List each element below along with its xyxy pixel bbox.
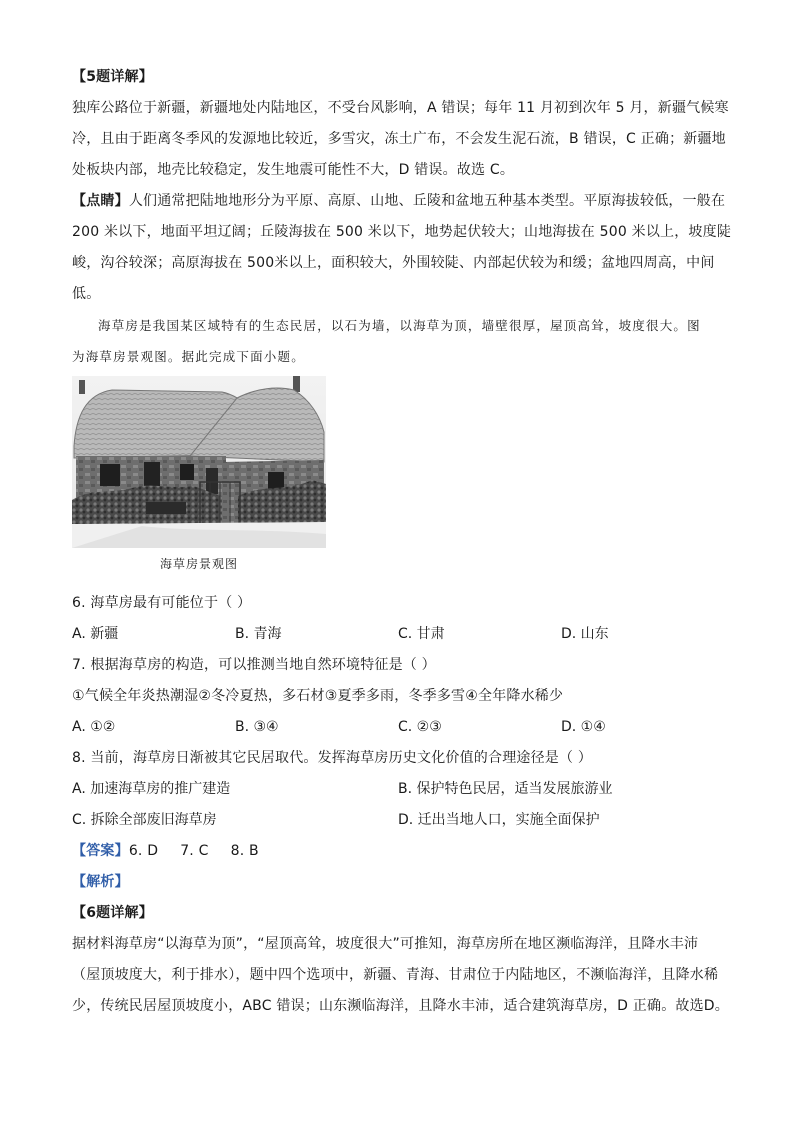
figure-caption: 海草房景观图 <box>159 557 238 571</box>
answer-item-6: 6. D <box>128 843 159 859</box>
q5-detail-heading: 【5题详解】 <box>72 69 153 85</box>
q7-option-d: D. ①④ <box>561 719 606 735</box>
dianjing-label: 【点睛】 <box>72 193 129 209</box>
analysis-label: 【解析】 <box>72 874 129 890</box>
seaweed-house-photo <box>72 376 326 548</box>
q8-option-d: D. 迁出当地人口，实施全面保护 <box>398 812 600 828</box>
q8-option-b: B. 保护特色民居，适当发展旅游业 <box>398 781 613 797</box>
material-line-1: 海草房是我国某区域特有的生态民居，以石为墙，以海草为顶，墙壁很厚，屋顶高耸，坡度很大。图 <box>98 318 701 333</box>
analysis-line-1: 据材料海草房“以海草为顶”，“屋顶高耸，坡度很大”可推知，海草房所在地区濒临海洋，且降水丰沛 <box>72 936 699 952</box>
question-8-options-row-1 <box>72 774 724 805</box>
q6-option-d: D. 山东 <box>561 626 609 642</box>
question-8-stem: 8. 当前，海草房日渐被其它民居取代。发挥海草房历史文化价值的合理途径是（ ） <box>72 750 593 766</box>
analysis-line-2: （屋顶坡度大，利于排水），题中四个选项中，新疆、青海、甘肃位于内陆地区，不濒临海洋，且降水稀 <box>72 967 719 983</box>
document-page <box>72 62 732 1022</box>
answer-line <box>72 836 724 867</box>
seaweed-house-figure <box>72 376 326 576</box>
answer-item-8: 8. B <box>230 843 259 859</box>
q5-detail-line-3: 处板块内部，地壳比较稳定，发生地震可能性不大，D 错误。故选 C。 <box>72 162 515 178</box>
question-7-options <box>72 712 724 743</box>
q5-detail-line-2: 冷，且由于距离冬季风的发源地比较近，多雪灾，冻土广布，不会发生泥石流，B 错误，C 正确；新疆地 <box>72 131 726 147</box>
answer-item-7: 7. C <box>180 843 209 859</box>
dianjing-line-3: 峻，沟谷较深；高原海拔在 500米以上，面积较大，外围较陡、内部起伏较为和缓；盆地四周高，中间 <box>72 255 715 271</box>
analysis-line-3: 少，传统民居屋顶坡度小，ABC 错误；山东濒临海洋，且降水丰沛，适合建筑海草房，D 正确。故选D。 <box>72 998 729 1014</box>
q6-option-b: B. 青海 <box>235 626 282 642</box>
dianjing-line-1 <box>72 186 724 217</box>
question-6-stem: 6. 海草房最有可能位于（ ） <box>72 595 252 611</box>
q6-detail-heading: 【6题详解】 <box>72 905 153 921</box>
q8-option-c: C. 拆除全部废旧海草房 <box>72 812 217 828</box>
q6-option-c: C. 甘肃 <box>398 626 445 642</box>
q5-detail-line-1: 独库公路位于新疆，新疆地处内陆地区，不受台风影响，A 错误；每年 11 月初到次年 5 月，新疆气候寒 <box>72 100 729 116</box>
question-6-options <box>72 619 724 650</box>
q7-option-a: A. ①② <box>72 719 116 735</box>
q7-option-b: B. ③④ <box>235 719 279 735</box>
q7-option-c: C. ②③ <box>398 719 442 735</box>
dianjing-line-4: 低。 <box>72 286 101 302</box>
q6-option-a: A. 新疆 <box>72 626 119 642</box>
answer-label: 【答案】 <box>72 843 129 859</box>
question-8-options-row-2 <box>72 805 724 836</box>
q8-option-a: A. 加速海草房的推广建造 <box>72 781 231 797</box>
dianjing-line-2: 200 米以下，地面平坦辽阔；丘陵海拔在 500 米以下，地势起伏较大；山地海拔在 500 米以上，坡度陡 <box>72 224 732 240</box>
dianjing-text-1: 人们通常把陆地地形分为平原、高原、山地、丘陵和盆地五种基本类型。平原海拔较低，一般在 <box>128 193 726 209</box>
question-7-stem: 7. 根据海草房的构造，可以推测当地自然环境特征是（ ） <box>72 657 436 673</box>
question-7-statements: ①气候全年炎热潮湿②冬冷夏热，多石材③夏季多雨，冬季多雪④全年降水稀少 <box>72 688 564 704</box>
material-line-2: 为海草房景观图。据此完成下面小题。 <box>72 349 305 364</box>
